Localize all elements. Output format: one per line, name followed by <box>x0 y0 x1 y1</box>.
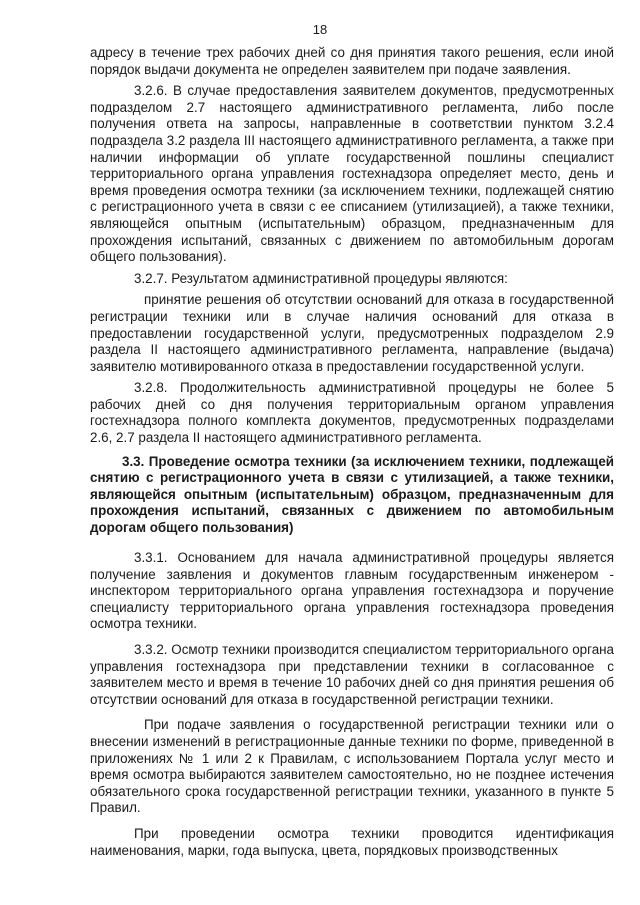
paragraph-inspection-identification: При проведении осмотра техники проводится идентификация наименования, марки, года выпуска, цвета, порядковых производственных <box>90 825 614 858</box>
paragraph-3-3-1: 3.3.1. Основанием для начала административной процедуры является получение заявления и документов главным государственным инженером - инспектором территориального органа управления гостехнадзора и поручение специалисту территориального органа управления гостехнадзора проведения осмотра техники. <box>90 550 614 632</box>
section-heading-3-3: 3.3. Проведение осмотра техники (за исключением техники, подлежащей снятию с регистрационного учета в связи с утилизацией, а также техники, являющейся опытным (испытательным) образцом, предназначенным для прохождения испытаний, связанных с движением по автомобильным дорогам общего пользования) <box>90 453 614 536</box>
paragraph-continuation: адресу в течение трех рабочих дней со дня принятия такого решения, если иной порядок выдачи документа не определен заявителем при подаче заявления. <box>90 45 614 77</box>
paragraph-3-2-7-result: принятие решения об отсутствии оснований для отказа в государственной регистрации техники или в случае наличия оснований для отказа в предоставлении государственной услуги, предусмотренных подразделом 2.9 раздела II настоящего административного регламента, направление (выдача) заявителю мотивированного отказа в предоставлении государственной услуги. <box>90 292 614 374</box>
paragraph-portal-submission: При подаче заявления о государственной регистрации техники или о внесении изменений в регистрационные данные техники по форме, приведенной в приложениях № 1 или 2 к Правилам, с использованием Портала услуг место и время осмотра выбираются заявителем самостоятельно, но не позднее истечения обязательного срока государственной регистрации техники, указанного в пункте 5 Правил. <box>90 717 614 816</box>
paragraph-3-2-8: 3.2.8. Продолжительность административной процедуры не более 5 рабочих дней со дня получения территориальным органом управления гостехнадзора полного комплекта документов, предусмотренных подразделами 2.6, 2.7 раздела II настоящего административного регламента. <box>90 380 614 446</box>
paragraph-3-2-7: 3.2.7. Результатом административной процедуры являются: <box>134 270 508 286</box>
paragraph-3-2-6: 3.2.6. В случае предоставления заявителем документов, предусмотренных подразделом 2.7 настоящего административного регламента, либо после получения ответа на запросы, направленные в соответствии пунктом 3.2.4 подраздела 3.2 раздела III настоящего административного регламента, а также при наличии информации об уплате государственной пошлины специалист территориального органа управления гостехнадзора определяет место, день и время проведения осмотра техники (за исключением техники, подлежащей снятию с регистрационного учета в связи с ее списанием (утилизацией), а также техники, являющейся опытным (испытательным) образцом, предназначенным для прохождения испытаний, связанных с движением по автомобильным дорогам общего пользования). <box>90 83 614 265</box>
document-body <box>90 45 614 859</box>
paragraph-3-3-2: 3.3.2. Осмотр техники производится специалистом территориального органа управления гостехнадзора при представлении техники в согласованное с заявителем место и время в течение 10 рабочих дней со дня принятия решения об отсутствии оснований для отказа в государственной регистрации техники. <box>90 641 614 707</box>
page-number: 18 <box>312 22 328 37</box>
